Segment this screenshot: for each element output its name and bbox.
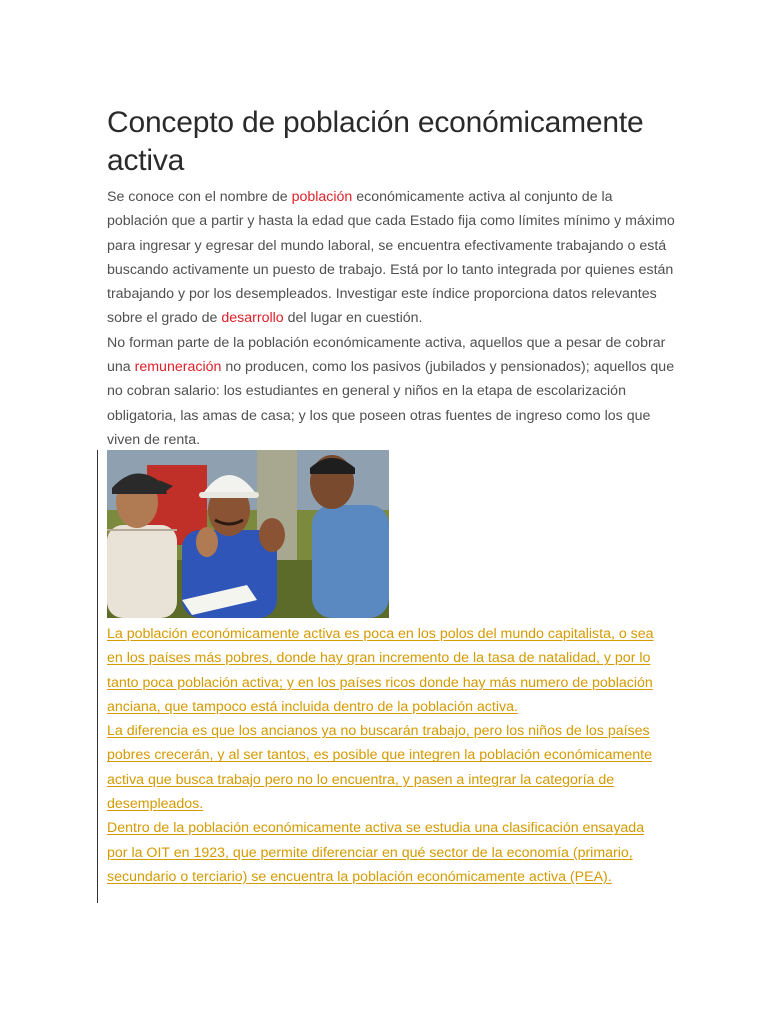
paragraph-text: no producen, como los pasivos (jubilados y pensionados); aquellos que no cobran salario: los estudiantes en general y niños en la etapa de escolarización obligatoria, las amas de casa; y los que poseen otras fuentes de ingreso como los que viven de renta. bbox=[107, 359, 675, 448]
linked-paragraph-link[interactable]: La población económicamente activa es poca en los polos del mundo capitalista, o sea en los países más pobres, donde hay gran incremento de la tasa de natalidad, y por lo tanto poca población activa; y en los países ricos donde hay más numero de población anciana, que tampoco está incluida dentro de la población activa. bbox=[107, 626, 654, 715]
linked-text-block bbox=[107, 622, 667, 889]
link-remuneracion[interactable]: remuneración bbox=[134, 359, 222, 376]
link-desarrollo[interactable]: desarrollo bbox=[221, 310, 284, 327]
linked-paragraph bbox=[107, 622, 667, 719]
link-poblacion[interactable]: población bbox=[291, 189, 353, 205]
paragraph-definition bbox=[107, 185, 677, 331]
paragraph-exclusions bbox=[107, 331, 677, 452]
article-body bbox=[107, 185, 677, 452]
paragraph-text: del lugar en cuestión. bbox=[283, 310, 423, 327]
article-title: Concepto de población económicamente activa bbox=[107, 106, 644, 177]
paragraph-text: Se conoce con el nombre de bbox=[107, 189, 292, 205]
linked-paragraph bbox=[107, 719, 667, 816]
linked-paragraph-link[interactable]: La diferencia es que los ancianos ya no buscarán trabajo, pero los niños de los países pobres crecerán, y al ser tantos, es posible que integren la población económicamente activa que busca trabajo pero no lo encuentra, y pasen a integrar la categoría de desempleados. bbox=[107, 723, 652, 813]
linked-paragraph-link[interactable]: Dentro de la población económicamente activa se estudia una clasificación ensayada por la OIT en 1923, que permite diferenciar en qué sector de la economía (primario, secundario o terciario) se encuentra la población económicamente activa (PEA). bbox=[107, 820, 645, 885]
workers-photo bbox=[107, 450, 389, 618]
linked-paragraph bbox=[107, 816, 667, 889]
quote-left-rule bbox=[97, 450, 98, 903]
paragraph-text: No forman parte de la población económicamente activa, aquellos que a pesar de cobrar una bbox=[107, 334, 666, 376]
paragraph-text: económicamente activa al conjunto de la población que a partir y hasta la edad que cada Estado fija como límites mínimo y máximo para ingresar y egresar del mundo laboral, se encuentra efectivamente trabajando o está buscando activamente un puesto de trabajo. Está por lo tanto integrada por quienes están trabajando y por los desempleados. Investigar este índice proporciona datos relevantes sobre el grado de bbox=[107, 189, 675, 327]
